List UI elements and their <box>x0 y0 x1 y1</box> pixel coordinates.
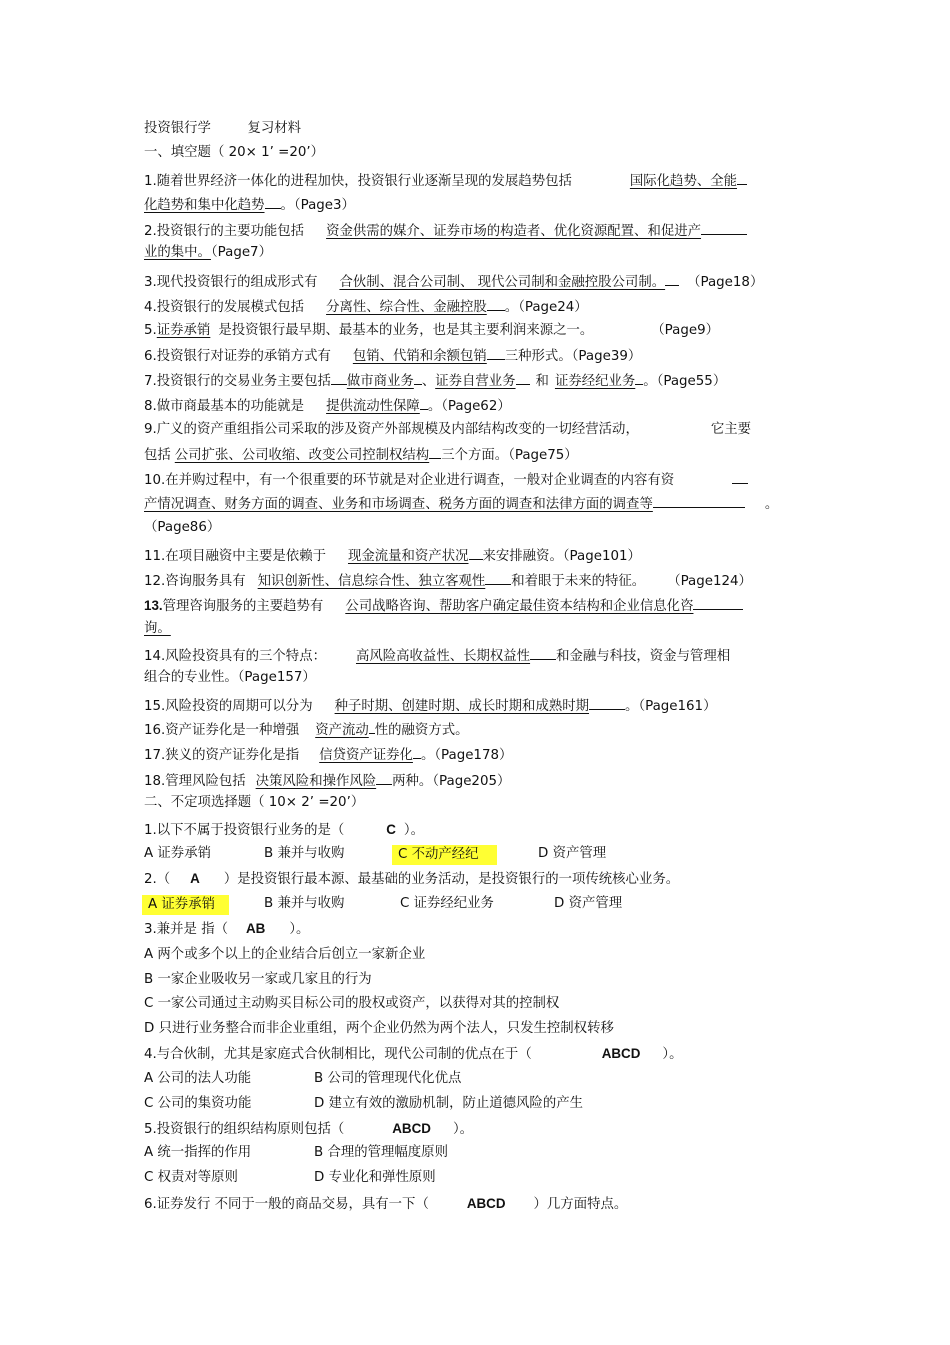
answer: 询。 <box>144 621 171 636</box>
fill-q5: 5.证券承销 是投资银行最早期、最基本的业务，也是其主要利润来源之一。 （Page9） <box>144 323 719 338</box>
choice-q3: 3.兼并是 指（ AB ）。 <box>144 921 310 937</box>
fill-q10-line3: （Page86） <box>144 520 221 535</box>
document-subtitle: 复习材料 <box>247 121 302 136</box>
answer-key: ABCD <box>601 1046 641 1061</box>
fill-q12: 12.咨询服务具有 知识创新性、信息综合性、独立客观性 和着眼于未来的特征。 （Page124） <box>144 571 824 591</box>
fill-q4: 4.投资银行的发展模式包括 分离性、综合性、金融控股 。（Page24） <box>144 297 824 317</box>
answer: 证券经纪业务 <box>554 374 636 389</box>
answer: 信贷资产证券化 <box>319 748 413 763</box>
document-title: 投资银行学 <box>144 121 211 136</box>
fill-q18: 18.管理风险包括 决策风险和操作风险 两种。（Page205） <box>144 771 824 791</box>
answer: 包销、代销和余额包销 <box>352 349 487 364</box>
answer: 业的集中。 <box>144 245 211 260</box>
option-b: B 兼并与收购 <box>264 896 345 911</box>
section1-heading: 一、填空题（ 20× 1’ =20’） <box>144 145 325 160</box>
option-c: C 证券经纪业务 <box>400 896 494 911</box>
choice-q6: 6.证券发行 不同于一般的商品交易，具有一下（ ABCD ）几方面特点。 <box>144 1196 628 1212</box>
option-c: C 一家公司通过主动购买目标公司的股权或资产，以获得对其的控制权 <box>144 996 560 1011</box>
answer: 提供流动性保障 <box>326 399 420 414</box>
option-d: D 资产管理 <box>538 846 607 861</box>
answer: 分离性、综合性、金融控股 <box>326 300 487 315</box>
answer: 产情况调查、财务方面的调查、业务和市场调查、税务方面的调查和法律方面的调查等 <box>144 497 653 512</box>
answer: 做市商业务 <box>346 374 414 389</box>
answer-key: ABCD <box>466 1196 506 1211</box>
option-a: A 公司的法人功能 <box>144 1071 252 1086</box>
fill-q17: 17.狭义的资产证券化是指 信贷资产证券化 。（Page178） <box>144 745 824 765</box>
answer: 证券自营业务 <box>435 374 516 389</box>
option-c: C 公司的集资功能 <box>144 1096 252 1111</box>
answer: 资金供需的媒介、证券市场的构造者、优化资源配置、和促进产 <box>326 224 702 239</box>
answer-key: A <box>190 871 200 886</box>
option-b: B 一家企业吸收另一家或几家且的行为 <box>144 972 372 987</box>
fill-q3: 3.现代投资银行的组成形式有 合伙制、混合公司制、 现代公司制和金融控股公司制。 （Page18） <box>144 272 824 292</box>
answer: 知识创新性、信息综合性、独立客观性 <box>257 574 486 589</box>
answer: 公司扩张、公司收缩、改变公司控制权结构 <box>174 448 430 463</box>
fill-q9-line1: 9.广义的资产重组指公司采取的涉及资产外部规模及内部结构改变的一切经营活动， 它主要 <box>144 422 752 437</box>
option-a: A 证券承销 <box>144 846 211 861</box>
option-a: A 两个或多个以上的企业结合后创立一家新企业 <box>144 947 426 962</box>
answer-key: C <box>386 822 396 837</box>
answer: 种子时期、创建时期、成长时期和成熟时期 <box>334 699 590 714</box>
answer: 高风险高收益性、长期权益性 <box>355 649 531 664</box>
fill-q8: 8.做市商最基本的功能就是 提供流动性保障 。（Page62） <box>144 396 824 416</box>
fill-q14-line2: 组合的专业性。（Page157） <box>144 670 316 685</box>
fill-q16: 16.资产证券化是一种增强 资产流动 性的融资方式。 <box>144 720 824 740</box>
answer-key: ABCD <box>392 1121 431 1136</box>
answer: 公司战略咨询、帮助客户确定最佳资本结构和企业信息化咨 <box>345 599 694 614</box>
fill-q10-line2: 产情况调查、财务方面的调查、业务和市场调查、税务方面的调查和法律方面的调查等 。 <box>144 494 824 514</box>
option-b: B 公司的管理现代化优点 <box>314 1071 462 1086</box>
fill-q11: 11.在项目融资中主要是依赖于 现金流量和资产状况 来安排融资。（Page101） <box>144 546 824 566</box>
choice-q5: 5.投资银行的组织结构原则包括（ ABCD ）。 <box>144 1121 474 1137</box>
answer: 合伙制、混合公司制、 现代公司制和金融控股公司制。 <box>339 275 666 290</box>
option-d: D 只进行业务整合而非企业重组，两个企业仍然为两个法人，只发生控制权转移 <box>144 1021 614 1036</box>
answer: 证券承销 <box>156 323 211 338</box>
fill-q14-line1: 14.风险投资具有的三个特点： 高风险高收益性、长期权益性 和金融与科技，资金与管理相 <box>144 646 824 666</box>
answer: 现金流量和资产状况 <box>347 549 469 564</box>
option-b: B 兼并与收购 <box>264 846 345 861</box>
fill-q2-line1: 2.投资银行的主要功能包括 资金供需的媒介、证券市场的构造者、优化资源配置、和促进产 <box>144 221 824 241</box>
choice-q1: 1.以下不属于投资银行业务的是（ C ）。 <box>144 822 425 838</box>
option-d: D 资产管理 <box>554 896 623 911</box>
option-d: D 专业化和弹性原则 <box>314 1170 436 1185</box>
fill-q7: 7.投资银行的交易业务主要包括 做市商业务 、证券自营业务 和 证券经纪业务 。（Page55） <box>144 371 824 391</box>
option-a: A 统一指挥的作用 <box>144 1145 252 1160</box>
section2-heading: 二、不定项选择题（ 10× 2’ =20’） <box>144 795 365 810</box>
fill-q15: 15.风险投资的周期可以分为 种子时期、创建时期、成长时期和成熟时期 。（Page161） <box>144 696 824 716</box>
option-d: D 建立有效的激励机制，防止道德风险的产生 <box>314 1096 583 1111</box>
option-c: C 权责对等原则 <box>144 1170 238 1185</box>
fill-q9-line2: 包括 公司扩张、公司收缩、改变公司控制权结构 三个方面。（Page75） <box>144 445 824 465</box>
fill-q2-line2: 业的集中。（Page7） <box>144 245 272 260</box>
fill-q13-line1: 13.管理咨询服务的主要趋势有 公司战略咨询、帮助客户确定最佳资本结构和企业信息化咨 <box>144 596 824 616</box>
fill-q1-line1: 1.随着世界经济一体化的进程加快，投资银行业逐渐呈现的发展趋势包括 国际化趋势、全能 <box>144 171 824 191</box>
fill-q10-line1: 10.在并购过程中，有一个很重要的环节就是对企业进行调查，一般对企业调查的内容有资 <box>144 470 824 490</box>
option-a-highlighted: A 证券承销 <box>142 895 229 915</box>
fill-q1-line2: 化趋势和集中化趋势 。（Page3） <box>144 195 824 215</box>
option-c-highlighted: C 不动产经纪 <box>392 845 497 865</box>
answer-key: AB <box>246 921 266 936</box>
answer: 决策风险和操作风险 <box>255 774 377 789</box>
option-b: B 合理的管理幅度原则 <box>314 1145 448 1160</box>
answer: 国际化趋势、全能 <box>629 174 738 189</box>
document-title-line <box>144 120 824 138</box>
choice-q2: 2.（ A ）是投资银行最本源、最基础的业务活动，是投资银行的一项传统核心业务。 <box>144 871 680 887</box>
answer: 资产流动 <box>315 723 369 738</box>
fill-q13-line2 <box>144 620 824 638</box>
choice-q4: 4.与合伙制，尤其是家庭式合伙制相比，现代公司制的优点在于（ ABCD ）。 <box>144 1046 683 1062</box>
fill-q6: 6.投资银行对证券的承销方式有 包销、代销和余额包销 三种形式。（Page39） <box>144 346 824 366</box>
answer: 化趋势和集中化趋势 <box>144 198 265 213</box>
